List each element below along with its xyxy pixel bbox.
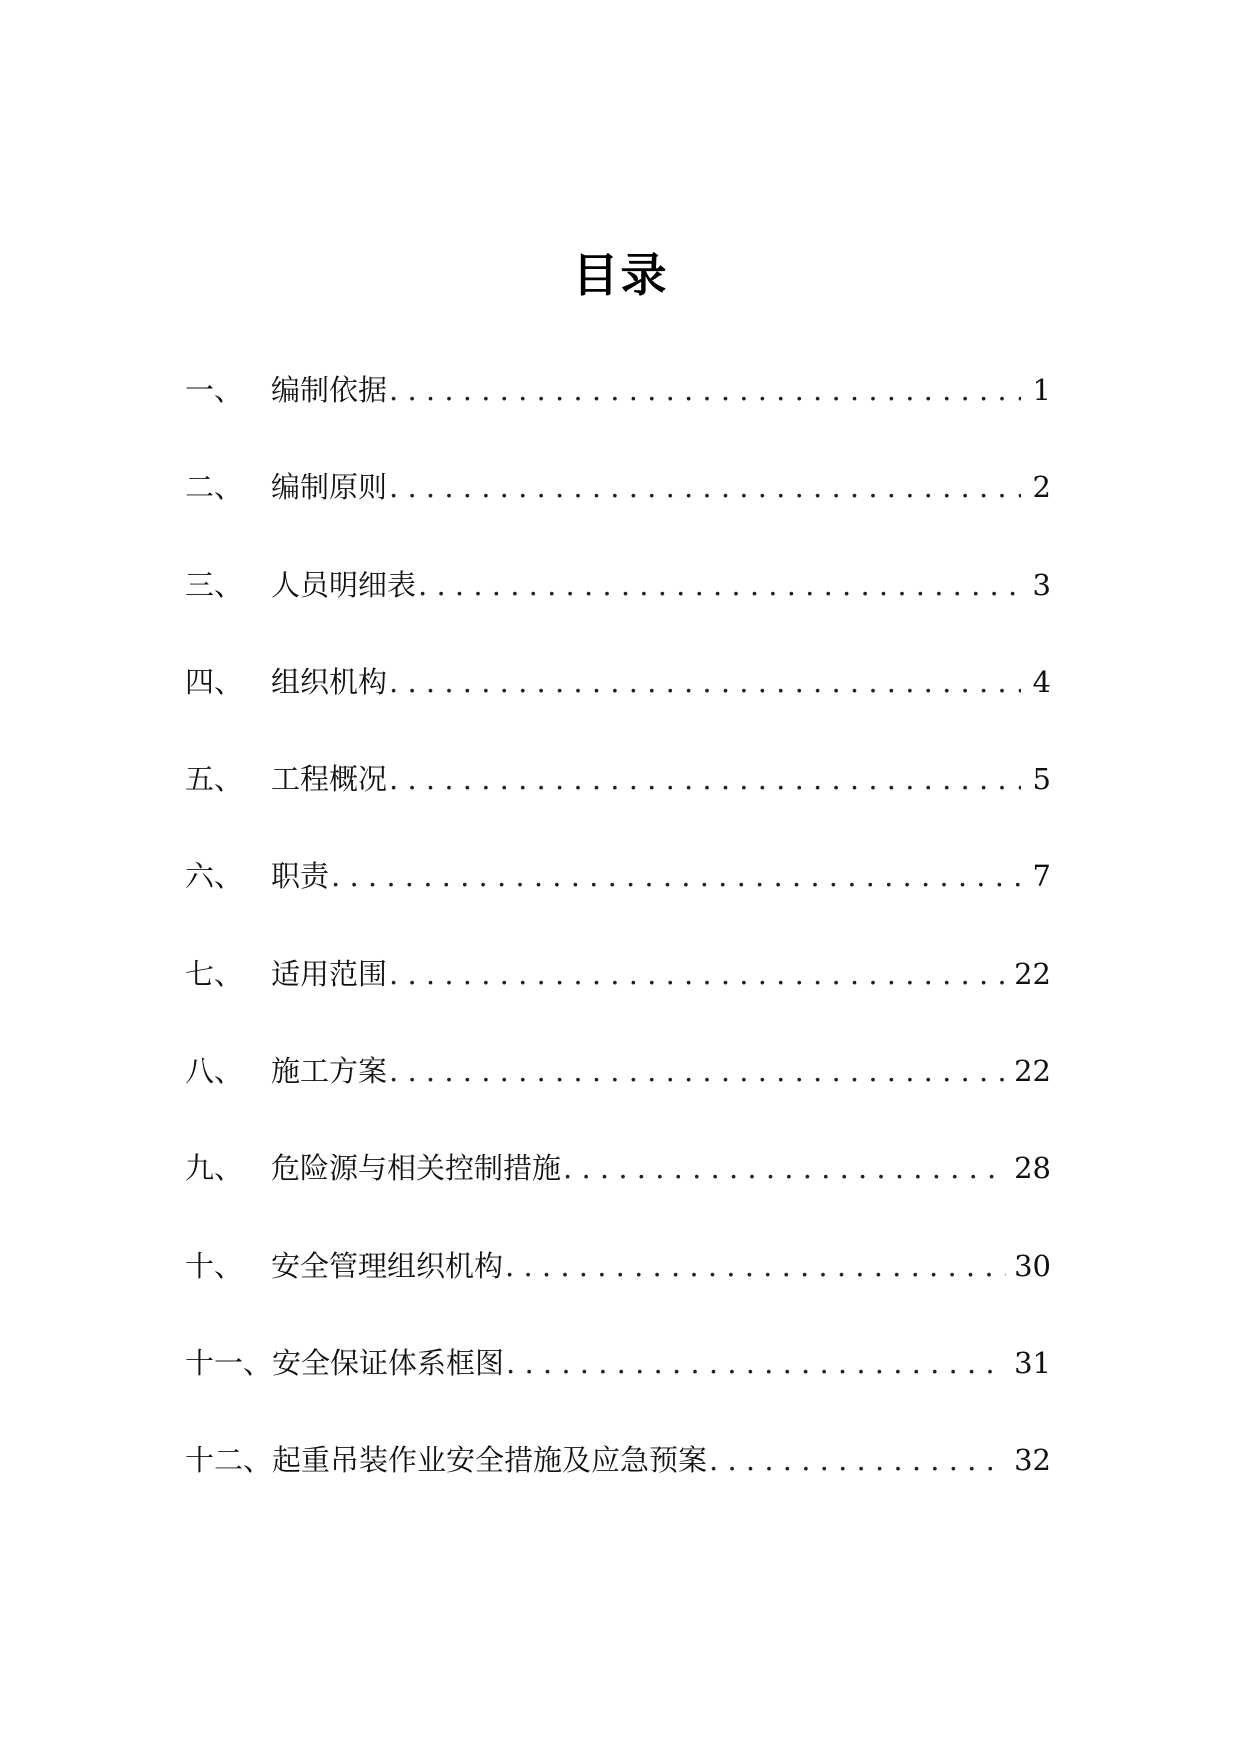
toc-dot-leader <box>389 1047 1006 1095</box>
toc-entry-page: 1 <box>1032 373 1051 407</box>
toc-entry-page: 5 <box>1032 762 1051 797</box>
toc-entry-title: 编制原则 <box>271 470 388 505</box>
toc-entry-number: 八、 <box>185 1054 244 1089</box>
toc-entry[interactable] <box>185 1047 1051 1144</box>
toc-entry[interactable] <box>185 561 1051 658</box>
toc-entry-page: 22 <box>1014 956 1051 991</box>
toc-entry[interactable] <box>185 463 1051 560</box>
toc-dot-leader <box>418 561 1021 609</box>
toc-entry[interactable] <box>185 1242 1051 1339</box>
toc-entry-page: 3 <box>1032 567 1051 602</box>
toc-entry-title: 适用范围 <box>271 956 388 991</box>
toc-entry[interactable] <box>185 1144 1051 1241</box>
toc-dot-leader <box>389 463 1021 511</box>
toc-entry-title: 工程概况 <box>271 762 388 797</box>
toc-dot-leader <box>389 755 1021 803</box>
toc-entry[interactable] <box>185 1436 1051 1533</box>
toc-entry[interactable] <box>185 658 1051 755</box>
toc-entry-number: 九、 <box>185 1151 244 1186</box>
toc-dot-leader <box>389 366 1021 414</box>
toc-entry[interactable] <box>185 950 1051 1047</box>
toc-entry-number: 四、 <box>185 664 244 699</box>
toc-entry-number: 二、 <box>185 470 244 505</box>
toc-entry-number: 十、 <box>185 1248 244 1283</box>
toc-entry-title: 组织机构 <box>271 664 388 699</box>
toc-entry-page: 28 <box>1014 1151 1051 1186</box>
toc-entry-page: 22 <box>1014 1054 1051 1089</box>
toc-entry-page: 32 <box>1014 1443 1051 1478</box>
toc-entry-page: 30 <box>1014 1248 1051 1283</box>
toc-entry-title: 起重吊装作业安全措施及应急预案 <box>272 1443 708 1478</box>
toc-entry[interactable] <box>185 755 1051 852</box>
toc-entry-number: 十一、 <box>185 1345 273 1380</box>
toc-entry-page: 7 <box>1032 859 1051 894</box>
toc-entry-title: 安全管理组织机构 <box>271 1248 504 1283</box>
toc-dot-leader <box>389 950 1006 998</box>
toc-entry-page: 31 <box>1014 1345 1051 1380</box>
toc-entry-number: 六、 <box>185 859 244 894</box>
toc-entry-title: 施工方案 <box>271 1054 388 1089</box>
toc-entry-page: 2 <box>1032 470 1051 505</box>
toc-entry[interactable] <box>185 366 1051 463</box>
toc-entry-title: 人员明细表 <box>271 567 417 602</box>
toc-dot-leader <box>709 1436 1006 1484</box>
toc-dot-leader <box>506 1339 1006 1387</box>
toc-entry-title: 编制依据 <box>271 373 388 407</box>
toc-entry-number: 一、 <box>185 373 244 407</box>
toc-entry-page: 4 <box>1032 664 1051 699</box>
toc-entry-number: 七、 <box>185 956 244 991</box>
toc-dot-leader <box>389 658 1021 706</box>
toc-entry-number: 三、 <box>185 567 244 602</box>
toc-dot-leader <box>505 1242 1006 1290</box>
table-of-contents <box>185 366 1051 1534</box>
toc-entry-title: 危险源与相关控制措施 <box>271 1151 562 1186</box>
toc-entry-title: 安全保证体系框图 <box>272 1345 505 1380</box>
toc-dot-leader <box>563 1144 1006 1192</box>
toc-dot-leader <box>331 852 1021 900</box>
toc-entry-title: 职责 <box>271 859 330 894</box>
toc-entry[interactable] <box>185 852 1051 949</box>
toc-entry-number: 十二、 <box>185 1443 273 1478</box>
toc-entry[interactable] <box>185 1339 1051 1436</box>
page-title: 目录 <box>572 247 669 302</box>
toc-entry-number: 五、 <box>185 762 244 797</box>
